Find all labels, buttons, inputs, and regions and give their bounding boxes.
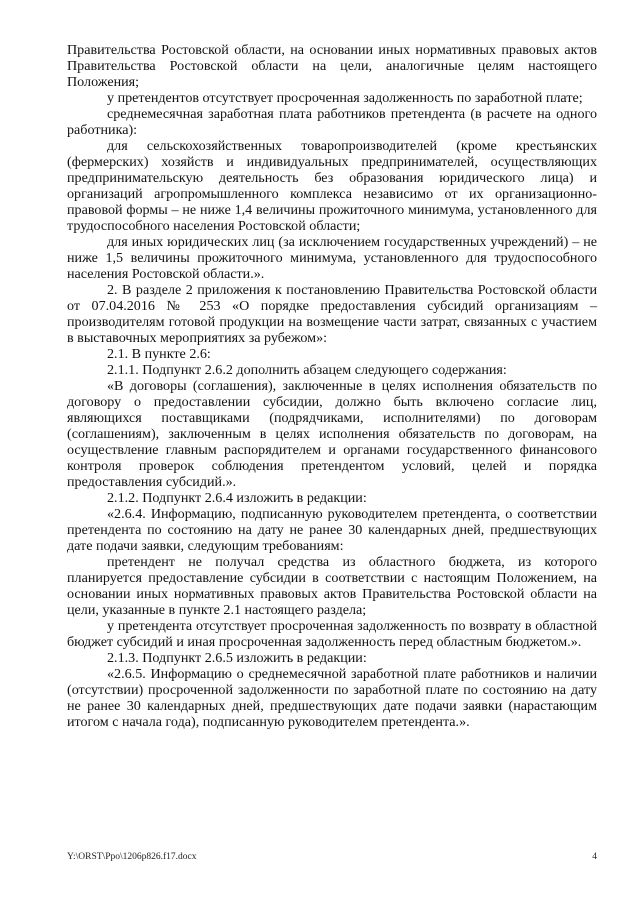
file-path: Y:\ORST\Ppo\1206p826.f17.docx bbox=[67, 852, 197, 862]
paragraph: «2.6.4. Информацию, подписанную руководителем претендента, о соответствии претендента по состоянию на дату не ранее 30 календарных дней, предшествующих дате подачи заявки, следующим требованиям: bbox=[67, 506, 597, 554]
paragraph: у претендента отсутствует просроченная задолженность по возврату в областной бюджет субсидий и иная просроченная задолженность перед областным бюджетом.». bbox=[67, 618, 597, 650]
paragraph: 2.1. В пункте 2.6: bbox=[107, 346, 211, 362]
paragraph: для иных юридических лиц (за исключением государственных учреждений) – не ниже 1,5 величины прожиточного минимума, установленного для трудоспособного населения Ростовской области.». bbox=[67, 234, 597, 282]
paragraph: 2.1.1. Подпункт 2.6.2 дополнить абзацем следующего содержания: bbox=[107, 362, 507, 378]
document-body bbox=[67, 42, 597, 730]
paragraph: Правительства Ростовской области, на основании иных нормативных правовых актов Правительства Ростовской области на цели, аналогичные целям настоящего Положения; bbox=[67, 42, 597, 90]
paragraph: среднемесячная заработная плата работников претендента (в расчете на одного работника): bbox=[67, 106, 597, 138]
paragraph: претендент не получал средства из областного бюджета, из которого планируется предоставление субсидии в соответствии с настоящим Положением, на основании иных нормативных правовых актов Правительства Ростовской области на цели, указанные в пункте 2.1 настоящего раздела; bbox=[67, 554, 597, 618]
paragraph: для сельскохозяйственных товаропроизводителей (кроме крестьянских (фермерских) хозяйств и индивидуальных предпринимателей, осуществляющих предпринимательскую деятельность без образования юридического лица) и организаций агропромышленного комплекса независимо от их организационно-правовой формы – не ниже 1,4 величины прожиточного минимума, установленного для трудоспособного населения Ростовской области; bbox=[67, 138, 597, 234]
paragraph: 2. В разделе 2 приложения к постановлению Правительства Ростовской области от 07.04.2016 № 253 «О порядке предоставления субсидий организациям – производителям готовой продукции на возмещение части затрат, связанных с участием в выставочных мероприятиях за рубежом»: bbox=[67, 282, 597, 346]
page-number: 4 bbox=[592, 852, 597, 862]
paragraph: 2.1.3. Подпункт 2.6.5 изложить в редакции: bbox=[107, 650, 367, 666]
paragraph: «В договоры (соглашения), заключенные в целях исполнения обязательств по договору о предоставлении субсидии, должно быть включено согласие лиц, являющихся поставщиками (подрядчиками, исполнителями) по договорам (соглашениям), заключенным в целях исполнения обязательств по договорам, на осуществление главным распорядителем и органами государственного финансового контроля проверок соблюдения претендентом условий, целей и порядка предоставления субсидий.». bbox=[67, 378, 597, 490]
paragraph: «2.6.5. Информацию о среднемесячной заработной плате работников и наличии (отсутствии) просроченной задолженности по заработной плате по состоянию на дату не ранее 30 календарных дней, предшествующих дате подачи заявки (нарастающим итогом с начала года), подписанную руководителем претендента.». bbox=[67, 666, 597, 730]
paragraph: у претендентов отсутствует просроченная задолженность по заработной плате; bbox=[107, 90, 583, 106]
paragraph: 2.1.2. Подпункт 2.6.4 изложить в редакции: bbox=[107, 490, 367, 506]
page-footer bbox=[67, 852, 597, 862]
